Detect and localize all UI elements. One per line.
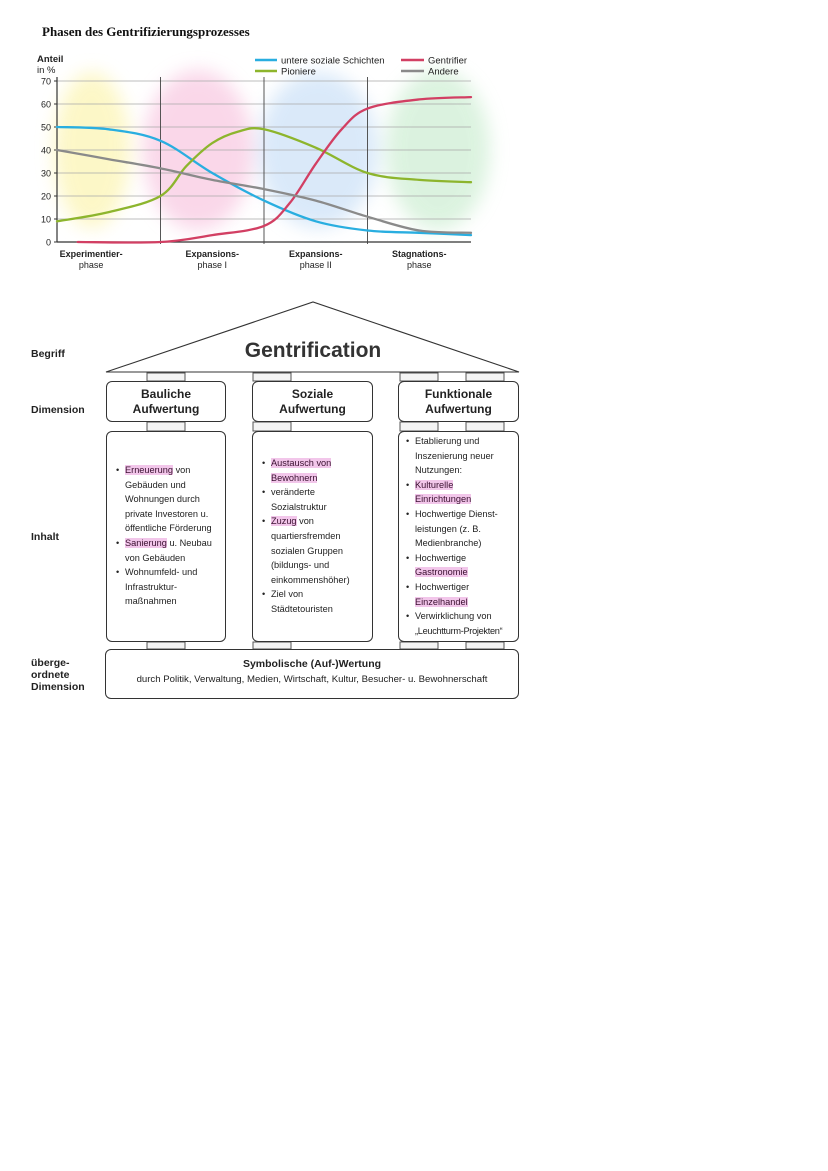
symbolic-subtitle: durch Politik, Verwaltung, Medien, Wirtschaft, Kultur, Besucher- u. Bewohnerschaft <box>136 674 488 685</box>
content-text: öffentliche Förderung <box>125 523 212 534</box>
y-tick-label: 60 <box>40 99 51 110</box>
phase-label-sub: phase <box>78 260 104 270</box>
content-text: (bildungs- und <box>271 560 330 571</box>
content-item <box>116 565 219 609</box>
content-text: Hochwertiger <box>415 581 470 592</box>
content-text: Ziel von <box>271 589 304 600</box>
dimension-title-line: Soziale <box>291 387 334 401</box>
content-item <box>406 478 515 507</box>
y-axis-label: Anteil <box>37 54 64 65</box>
content-text: leistungen (z. B. <box>415 523 481 534</box>
phase-label-sub: phase I <box>197 260 228 270</box>
content-text: Verwirklichung von <box>415 611 492 622</box>
content-item <box>116 463 219 536</box>
content-text: veränderte <box>271 487 315 498</box>
y-tick-label: 30 <box>40 168 51 179</box>
highlight-term: Bewohnern <box>271 472 318 483</box>
row-label-line: überge- <box>31 657 70 669</box>
content-text: Wohnungen durch <box>125 494 200 505</box>
symbolic-title: Symbolische (Auf-)Wertung <box>242 658 382 670</box>
symbolic-valuation-box <box>105 649 519 699</box>
content-text: Sozialstruktur <box>271 501 327 512</box>
y-tick-label: 70 <box>40 76 51 87</box>
dimension-title-line: Bauliche <box>140 387 191 401</box>
content-text: Hochwertige <box>415 552 467 563</box>
dimension-box-soziale <box>252 381 373 422</box>
content-text: Nutzungen: <box>415 465 462 476</box>
highlight-term: Erneuerung <box>125 465 174 475</box>
content-box-funktionale <box>398 431 519 642</box>
content-item <box>262 514 366 587</box>
row-label-inhalt: Inhalt <box>31 531 59 543</box>
content-text: sozialen Gruppen <box>271 545 344 556</box>
roof-title: Gentrification <box>244 339 382 362</box>
highlight-term: Kulturelle <box>415 479 454 490</box>
legend-label-andere: Andere <box>428 66 459 78</box>
phase-label-sub: phase <box>406 260 432 270</box>
content-text: von Gebäuden <box>125 552 186 563</box>
legend-label-pioniere: Pioniere <box>281 66 316 78</box>
content-text: private Investoren u. <box>125 508 209 519</box>
row-label-line: Dimension <box>31 681 85 693</box>
content-text: Infrastruktur- <box>125 581 178 592</box>
dimension-title-line: Aufwertung <box>425 402 492 416</box>
content-item <box>406 551 515 580</box>
dimension-box-funktionale <box>398 381 519 422</box>
content-text: Medienbranche) <box>415 538 482 549</box>
content-text: einkommenshöher) <box>271 574 350 585</box>
legend-label-untere: untere soziale Schichten <box>281 55 385 67</box>
content-text: „Leuchtturm-Projekten“ <box>415 625 503 636</box>
content-text: von <box>173 465 191 475</box>
content-item <box>262 485 366 514</box>
phase-label: Stagnations- <box>391 249 447 259</box>
row-label-uebergeordnete <box>31 657 85 693</box>
highlight-term: Einzelhandel <box>415 596 468 607</box>
dimension-title-line: Aufwertung <box>132 402 200 416</box>
content-item <box>262 587 366 616</box>
y-tick-label: 50 <box>40 122 51 133</box>
content-text: Gebäuden und <box>125 479 186 490</box>
row-label-dimension: Dimension <box>31 404 85 416</box>
row-label-begriff: Begriff <box>31 348 65 360</box>
legend-label-gentrifier: Gentrifier <box>428 55 468 67</box>
dimension-title-line: Aufwertung <box>279 402 346 416</box>
phase-label: Expansions- <box>185 249 240 259</box>
dimension-box-bauliche <box>106 381 226 422</box>
y-tick-label: 10 <box>40 214 51 225</box>
content-text: Wohnumfeld- und <box>125 567 198 578</box>
content-text: Inszenierung neuer <box>415 450 494 461</box>
content-text: u. Neubau <box>166 537 212 548</box>
y-tick-label: 0 <box>45 237 51 248</box>
content-item <box>116 536 219 565</box>
content-item <box>406 507 515 551</box>
highlight-term: Gastronomie <box>415 567 468 578</box>
content-item <box>406 580 515 609</box>
content-text: quartiersfremden <box>271 530 341 541</box>
phase-label: Experimentier- <box>59 249 123 259</box>
y-axis-unit: in % <box>37 65 56 76</box>
content-item <box>406 434 515 478</box>
phase-label-sub: phase II <box>299 260 332 270</box>
row-label-line: ordnete <box>31 669 70 681</box>
content-text: Etablierung und <box>415 436 480 446</box>
chart-title: Phasen des Gentrifizierungsprozesses <box>42 24 250 39</box>
content-text: von <box>296 516 314 527</box>
content-item <box>406 609 515 638</box>
content-text: Städtetouristen <box>271 603 333 614</box>
highlight-term: Einrichtungen <box>415 494 472 505</box>
content-box-soziale <box>252 431 373 642</box>
highlight-term: Austausch von <box>271 458 332 468</box>
content-text: Hochwertige Dienst- <box>415 508 498 519</box>
highlight-term: Zuzug <box>271 516 297 527</box>
y-tick-label: 40 <box>40 145 51 156</box>
content-text: maßnahmen <box>125 596 177 607</box>
phase-label: Expansions- <box>288 249 343 259</box>
y-tick-label: 20 <box>40 191 51 202</box>
content-box-bauliche <box>106 431 226 642</box>
highlight-term: Sanierung <box>125 537 167 548</box>
content-item <box>262 456 366 485</box>
dimension-title-line: Funktionale <box>424 387 493 401</box>
